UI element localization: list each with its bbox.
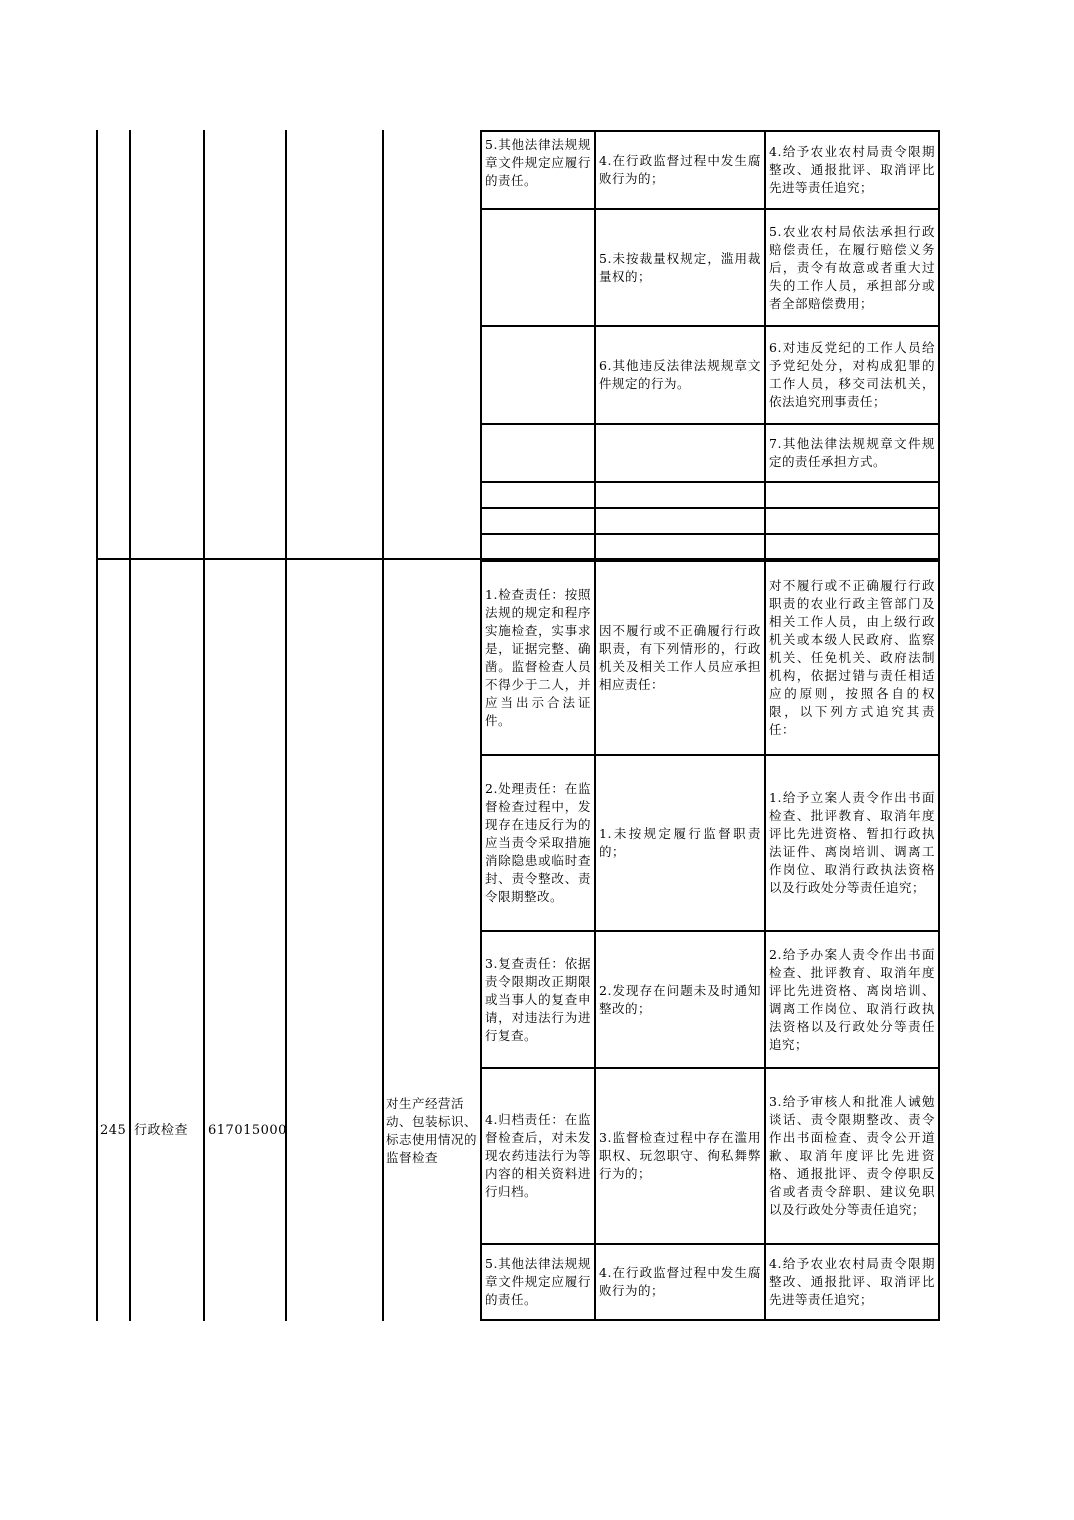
column-line	[96, 130, 98, 1321]
table-row	[482, 932, 938, 1069]
situation-cell: 3.监督检查过程中存在滥用职权、玩忽职守、徇私舞弊行为的；	[596, 1069, 766, 1243]
situation-cell: 因不履行或不正确履行行政职责，有下列情形的，行政机关及相关工作人员应承担相应责任：	[596, 562, 766, 754]
table-row	[482, 756, 938, 932]
table-row	[482, 1069, 938, 1245]
responsibility-cell: 3.复查责任：依据责令限期改正期限或当事人的复查申请，对违法行为进行复查。	[482, 932, 596, 1067]
accountability-cell	[766, 509, 938, 533]
situation-cell: 4.在行政监督过程中发生腐败行为的；	[596, 1245, 766, 1319]
responsibility-cell: 4.归档责任：在监督检查后，对未发现农药违法行为等内容的相关资料进行归档。	[482, 1069, 596, 1243]
accountability-cell: 4.给予农业农村局责令限期整改、通报批评、取消评比先进等责任追究；	[769, 144, 935, 195]
accountability-cell: 3.给予审核人和批准人诫勉谈话、责令限期整改、责令作出书面检查、责令公开道歉、取消年度评比先进资格、通报批评、责令停职反省或者责令辞职、建议免职以及行政处分等责任追究；	[769, 1094, 935, 1217]
accountability-cell: 4.给予农业农村局责令限期整改、通报批评、取消评比先进等责任追究；	[769, 1256, 935, 1307]
responsibility-cell: 1.检查责任：按照法规的规定和程序实施检查，实事求是，证据完整、确凿。监督检查人员不得少于二人，并应当出示合法证件。	[482, 562, 596, 754]
situation-cell: 6.其他违反法律法规规章文件规定的行为。	[596, 327, 766, 423]
responsibility-cell	[482, 509, 596, 533]
responsibility-cell	[482, 483, 596, 507]
accountability-cell: 对不履行或不正确履行行政职责的农业行政主管部门及相关工作人员，由上级行政机关或本级人民政府、监察机关、任免机关、政府法制机构，依据过错与责任相适应的原则，按照各自的权限，以下列方式追究其责任：	[769, 578, 935, 737]
column-line	[382, 130, 384, 1321]
table-row	[482, 132, 938, 210]
responsibility-cell	[482, 425, 596, 481]
responsibility-cell	[482, 210, 596, 325]
entry-number: 245	[100, 1123, 127, 1138]
responsibility-cell: 5.其他法律法规规章文件规定应履行的责任。	[482, 132, 596, 208]
responsibility-cell	[482, 535, 596, 558]
table-row	[482, 509, 938, 535]
table-row	[482, 535, 938, 558]
accountability-cell: 5.农业农村局依法承担行政赔偿责任，在履行赔偿义务后，责令有故意或者重大过失的工作人员，承担部分或者全部赔偿费用；	[769, 223, 935, 311]
accountability-cell: 2.给予办案人责令作出书面检查、批评教育、取消年度评比先进资格、离岗培训、调离工作岗位、取消行政执法资格以及行政处分等责任追究；	[769, 946, 935, 1052]
table-row	[482, 425, 938, 483]
situation-cell: 2.发现存在问题未及时通知整改的；	[596, 932, 766, 1067]
column-line	[203, 130, 205, 1321]
accountability-cell: 1.给予立案人责令作出书面检查、批评教育、取消年度评比先进资格、暂扣行政执法证件、离岗培训、调离工作岗位、取消行政执法资格以及行政处分等责任追究；	[769, 790, 935, 895]
situation-cell	[596, 425, 766, 481]
continued-responsibility-table	[480, 130, 940, 560]
table-row	[482, 327, 938, 425]
situation-cell	[596, 483, 766, 507]
column-line	[129, 130, 131, 1321]
situation-cell	[596, 535, 766, 558]
entry-separator	[96, 558, 482, 560]
entry-245-responsibility-table	[480, 560, 940, 1321]
accountability-cell	[766, 535, 938, 558]
entry-code: 617015000	[208, 1123, 287, 1138]
situation-cell: 5.未按裁量权规定，滥用裁量权的；	[596, 210, 766, 325]
situation-cell: 4.在行政监督过程中发生腐败行为的；	[596, 132, 766, 208]
entry-item-name: 对生产经营活动、包装标识、标志使用情况的监督检查	[386, 1096, 478, 1165]
table-row	[482, 210, 938, 327]
situation-cell: 1.未按规定履行监督职责的；	[596, 756, 766, 930]
responsibility-cell: 2.处理责任：在监督检查过程中，发现存在违反行为的应当责令采取措施消除隐患或临时查封、责令整改、责令限期整改。	[482, 756, 596, 930]
table-row	[482, 1245, 938, 1319]
responsibility-cell	[482, 327, 596, 423]
column-line	[285, 130, 287, 1321]
table-row	[482, 483, 938, 509]
accountability-cell	[766, 483, 938, 507]
accountability-cell: 7.其他法律法规规章文件规定的责任承担方式。	[769, 436, 935, 469]
entry-category: 行政检查	[134, 1123, 189, 1138]
situation-cell	[596, 509, 766, 533]
responsibility-cell: 5.其他法律法规规章文件规定应履行的责任。	[482, 1245, 596, 1319]
table-row	[482, 562, 938, 756]
accountability-cell: 6.对违反党纪的工作人员给予党纪处分，对构成犯罪的工作人员，移交司法机关，依法追究刑事责任；	[769, 340, 935, 409]
